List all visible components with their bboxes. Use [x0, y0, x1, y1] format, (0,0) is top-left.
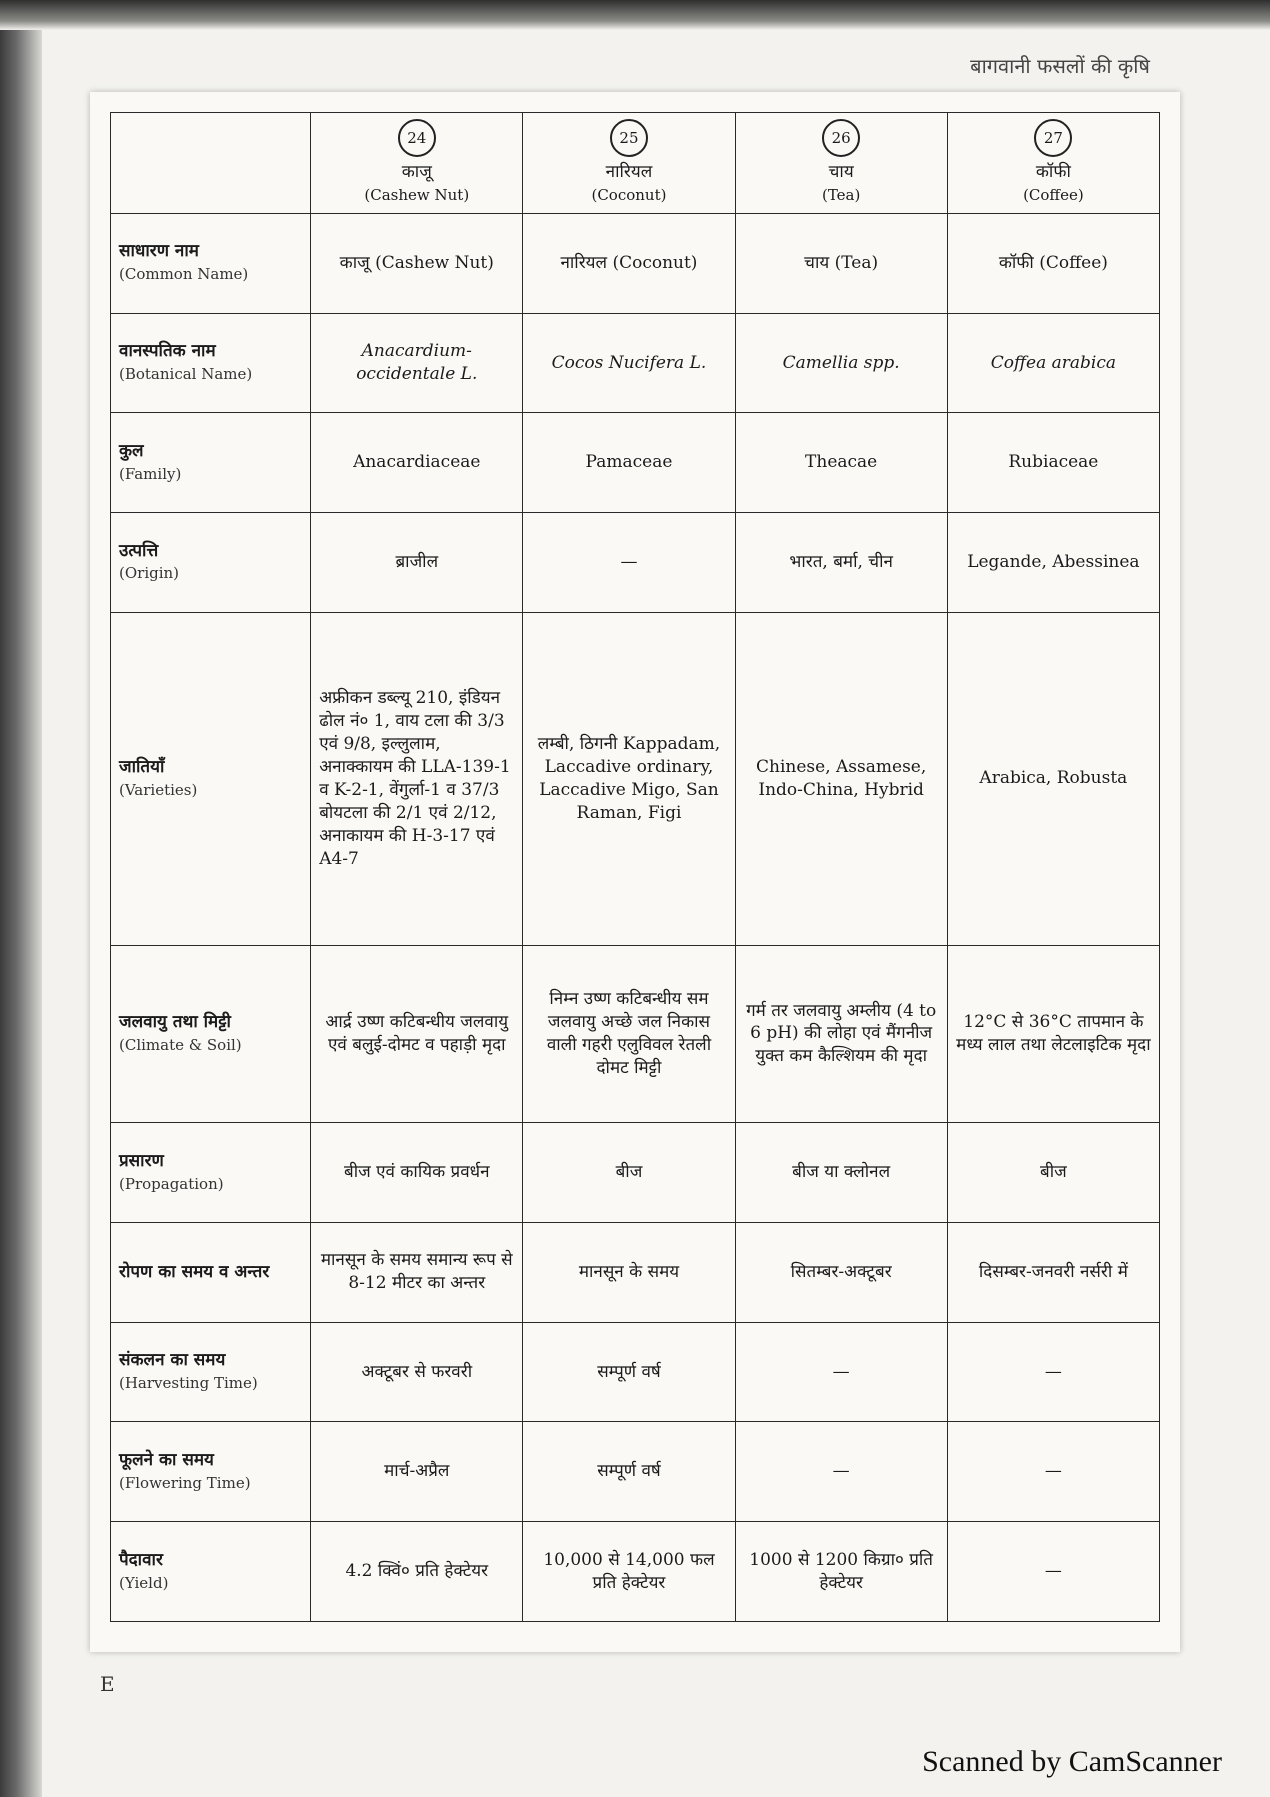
row-label-varieties — [111, 612, 311, 945]
table-cell: मानसून के समय — [523, 1222, 735, 1322]
table-cell: 12°C से 36°C तापमान के मध्य लाल तथा लेटलाइटिक मृदा — [947, 945, 1159, 1122]
crop-number-badge: 24 — [398, 119, 436, 157]
crop-comparison-table — [110, 112, 1160, 1622]
table-row — [111, 413, 1160, 513]
table-cell: Cocos Nucifera L. — [523, 313, 735, 413]
row-label-en: (Origin) — [119, 564, 180, 583]
table-row — [111, 612, 1160, 945]
scanner-watermark: Scanned by CamScanner — [922, 1745, 1222, 1778]
table-cell: बीज एवं कायिक प्रवर्धन — [311, 1123, 523, 1223]
table-cell: — — [947, 1322, 1159, 1422]
row-label-hi: रोपण का समय व अन्तर — [119, 1261, 270, 1282]
crop-number-badge: 25 — [610, 119, 648, 157]
table-cell: निम्न उष्ण कटिबन्धीय सम जलवायु अच्छे जल निकास वाली गहरी एलुविवल रेतली दोमट मिट्टी — [523, 945, 735, 1122]
table-cell: Arabica, Robusta — [947, 612, 1159, 945]
table-cell: भारत, बर्मा, चीन — [735, 513, 947, 613]
table-row — [111, 313, 1160, 413]
row-label-hi: जलवायु तथा मिट्टी — [119, 1012, 231, 1033]
table-cell: लम्बी, ठिगनी Kappadam, Laccadive ordinary, Laccadive Migo, San Raman, Figi — [523, 612, 735, 945]
table-cell: सम्पूर्ण वर्ष — [523, 1422, 735, 1522]
table-cell: Chinese, Assamese, Indo-China, Hybrid — [735, 612, 947, 945]
table-cell: Anacardium-occidentale L. — [311, 313, 523, 413]
row-label-flowering-time — [111, 1422, 311, 1522]
table-row — [111, 1222, 1160, 1322]
crop-name-hi: नारियल — [605, 162, 653, 182]
crop-header-coconut — [523, 113, 735, 214]
row-label-propagation — [111, 1123, 311, 1223]
row-label-en: (Climate & Soil) — [119, 1035, 242, 1054]
row-label-en: (Flowering Time) — [119, 1473, 251, 1492]
table-cell: — — [523, 513, 735, 613]
header-empty-cell — [111, 113, 311, 214]
row-label-botanical-name — [111, 313, 311, 413]
row-label-en: (Botanical Name) — [119, 364, 253, 383]
table-row — [111, 513, 1160, 613]
crop-name-hi: कॉफी — [1035, 162, 1071, 182]
crop-name-en: (Cashew Nut) — [364, 185, 470, 204]
table-cell: — — [947, 1422, 1159, 1522]
table-cell: बीज — [523, 1123, 735, 1223]
row-label-origin — [111, 513, 311, 613]
table-header-row — [111, 113, 1160, 214]
table-row — [111, 1422, 1160, 1522]
row-label-hi: साधारण नाम — [119, 241, 199, 262]
crop-name-en: (Coffee) — [1023, 185, 1084, 204]
row-label-harvesting-time — [111, 1322, 311, 1422]
row-label-hi: पैदावार — [119, 1549, 163, 1570]
table-cell: Camellia spp. — [735, 313, 947, 413]
table-cell: Pamaceae — [523, 413, 735, 513]
row-label-family — [111, 413, 311, 513]
table-cell: Rubiaceae — [947, 413, 1159, 513]
row-label-hi: संकलन का समय — [119, 1350, 226, 1371]
table-row — [111, 1522, 1160, 1622]
table-cell: सितम्बर-अक्टूबर — [735, 1222, 947, 1322]
row-label-planting-time — [111, 1222, 311, 1322]
table-cell: Anacardiaceae — [311, 413, 523, 513]
table-cell: Legande, Abessinea — [947, 513, 1159, 613]
row-label-en: (Propagation) — [119, 1174, 224, 1193]
row-label-en: (Harvesting Time) — [119, 1374, 258, 1393]
page-sheet — [90, 92, 1180, 1652]
table-cell: — — [735, 1422, 947, 1522]
row-label-hi: वानस्पतिक नाम — [119, 341, 216, 362]
table-cell: Coffea arabica — [947, 313, 1159, 413]
table-cell: गर्म तर जलवायु अम्लीय (4 to 6 pH) की लोहा एवं मैंगनीज युक्त कम कैल्शियम की मृदा — [735, 945, 947, 1122]
crop-name-hi: काजू — [401, 162, 432, 182]
table-cell: — — [735, 1322, 947, 1422]
row-label-en: (Family) — [119, 464, 182, 483]
table-cell: अक्टूबर से फरवरी — [311, 1322, 523, 1422]
table-cell: चाय (Tea) — [735, 213, 947, 313]
scan-shadow-top — [0, 0, 1270, 30]
table-cell: 10,000 से 14,000 फल प्रति हेक्टेयर — [523, 1522, 735, 1622]
running-header: बागवानी फसलों की कृषि — [970, 54, 1150, 78]
row-label-en: (Varieties) — [119, 780, 198, 799]
crop-name-hi: चाय — [828, 162, 854, 182]
table-cell: ब्राजील — [311, 513, 523, 613]
table-cell: दिसम्बर-जनवरी नर्सरी में — [947, 1222, 1159, 1322]
table-cell: मार्च-अप्रैल — [311, 1422, 523, 1522]
scan-shadow-left — [0, 0, 42, 1797]
table-cell: काजू (Cashew Nut) — [311, 213, 523, 313]
table-row — [111, 213, 1160, 313]
row-label-en: (Common Name) — [119, 265, 249, 284]
table-cell: अफ्रीकन डब्ल्यू 210, इंडियन ढोल नं० 1, वाय टला की 3/3 एवं 9/8, इल्लुलाम, अनाक्कायम की LLA-139-1 व K-2-1, वेंगुर्ला-1 व 37/3 बोयटला की 2/1 एवं 2/12, अनाकायम की H-3-17 एवं A4-7 — [311, 612, 523, 945]
row-label-common-name — [111, 213, 311, 313]
table-cell: बीज — [947, 1123, 1159, 1223]
row-label-hi: जातियाँ — [119, 756, 165, 777]
crop-number-badge: 27 — [1034, 119, 1072, 157]
crop-name-en: (Tea) — [821, 185, 861, 204]
crop-header-coffee — [947, 113, 1159, 214]
table-cell: आर्द्र उष्ण कटिबन्धीय जलवायु एवं बलुई-दोमट व पहाड़ी मृदा — [311, 945, 523, 1122]
row-label-hi: उत्पत्ति — [119, 540, 159, 561]
table-cell: मानसून के समय समान्य रूप से 8-12 मीटर का अन्तर — [311, 1222, 523, 1322]
row-label-climate-soil — [111, 945, 311, 1122]
row-label-en: (Yield) — [119, 1573, 169, 1592]
table-cell: 1000 से 1200 किग्रा० प्रति हेक्टेयर — [735, 1522, 947, 1622]
crop-name-en: (Coconut) — [591, 185, 667, 204]
table-cell: कॉफी (Coffee) — [947, 213, 1159, 313]
table-cell: सम्पूर्ण वर्ष — [523, 1322, 735, 1422]
crop-header-tea — [735, 113, 947, 214]
table-cell: 4.2 क्विं० प्रति हेक्टेयर — [311, 1522, 523, 1622]
row-label-hi: प्रसारण — [119, 1150, 164, 1171]
crop-header-cashew — [311, 113, 523, 214]
crop-number-badge: 26 — [822, 119, 860, 157]
table-row — [111, 945, 1160, 1122]
table-row — [111, 1322, 1160, 1422]
table-row — [111, 1123, 1160, 1223]
table-cell: बीज या क्लोनल — [735, 1123, 947, 1223]
row-label-hi: फूलने का समय — [119, 1449, 214, 1470]
row-label-yield — [111, 1522, 311, 1622]
row-label-hi: कुल — [119, 440, 144, 461]
table-cell: — — [947, 1522, 1159, 1622]
table-cell: नारियल (Coconut) — [523, 213, 735, 313]
table-cell: Theacae — [735, 413, 947, 513]
page-folio: E — [100, 1672, 115, 1696]
